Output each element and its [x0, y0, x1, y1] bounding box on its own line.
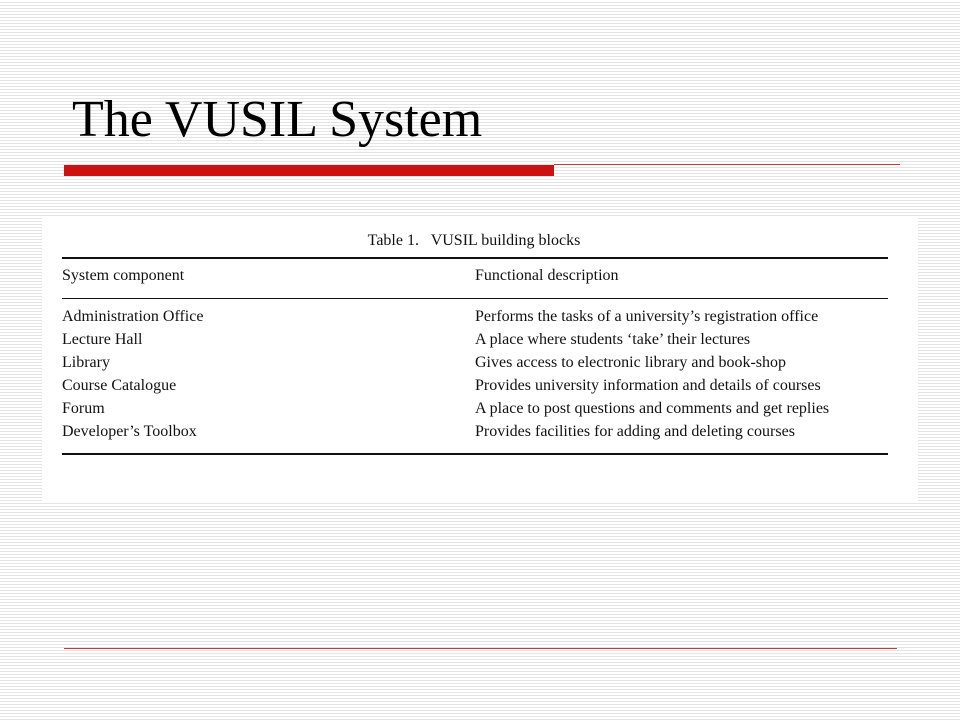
cell-description: Provides university information and details of courses [475, 377, 821, 394]
table-caption: Table 1. VUSIL building blocks [367, 232, 581, 249]
table-row [62, 377, 902, 400]
column-header-description: Functional description [475, 267, 619, 284]
table-bottom-rule [62, 453, 888, 455]
table-top-rule [62, 257, 888, 259]
table-row [62, 400, 902, 423]
slide-title: The VUSIL System [72, 91, 483, 148]
column-header-component: System component [62, 267, 185, 284]
cell-component: Forum [62, 400, 105, 417]
cell-component: Developer’s Toolbox [62, 423, 197, 440]
cell-description: Gives access to electronic library and book-shop [475, 354, 787, 371]
cell-component: Course Catalogue [62, 377, 177, 394]
cell-description: A place where students ‘take’ their lectures [475, 331, 751, 348]
table-row [62, 331, 902, 354]
title-underline-rule [554, 164, 900, 165]
table-body [62, 308, 902, 446]
cell-description: A place to post questions and comments and get replies [475, 400, 830, 417]
cell-description: Provides facilities for adding and deleting courses [475, 423, 795, 440]
table-image-panel [42, 217, 918, 503]
table-header-rule [62, 298, 888, 299]
table-row [62, 308, 902, 331]
footer-rule [64, 648, 897, 649]
title-underline-accent [64, 165, 554, 176]
table-row [62, 354, 902, 377]
cell-component: Administration Office [62, 308, 204, 325]
cell-component: Lecture Hall [62, 331, 143, 348]
table-row [62, 423, 902, 446]
cell-description: Performs the tasks of a university’s registration office [475, 308, 819, 325]
cell-component: Library [62, 354, 110, 371]
